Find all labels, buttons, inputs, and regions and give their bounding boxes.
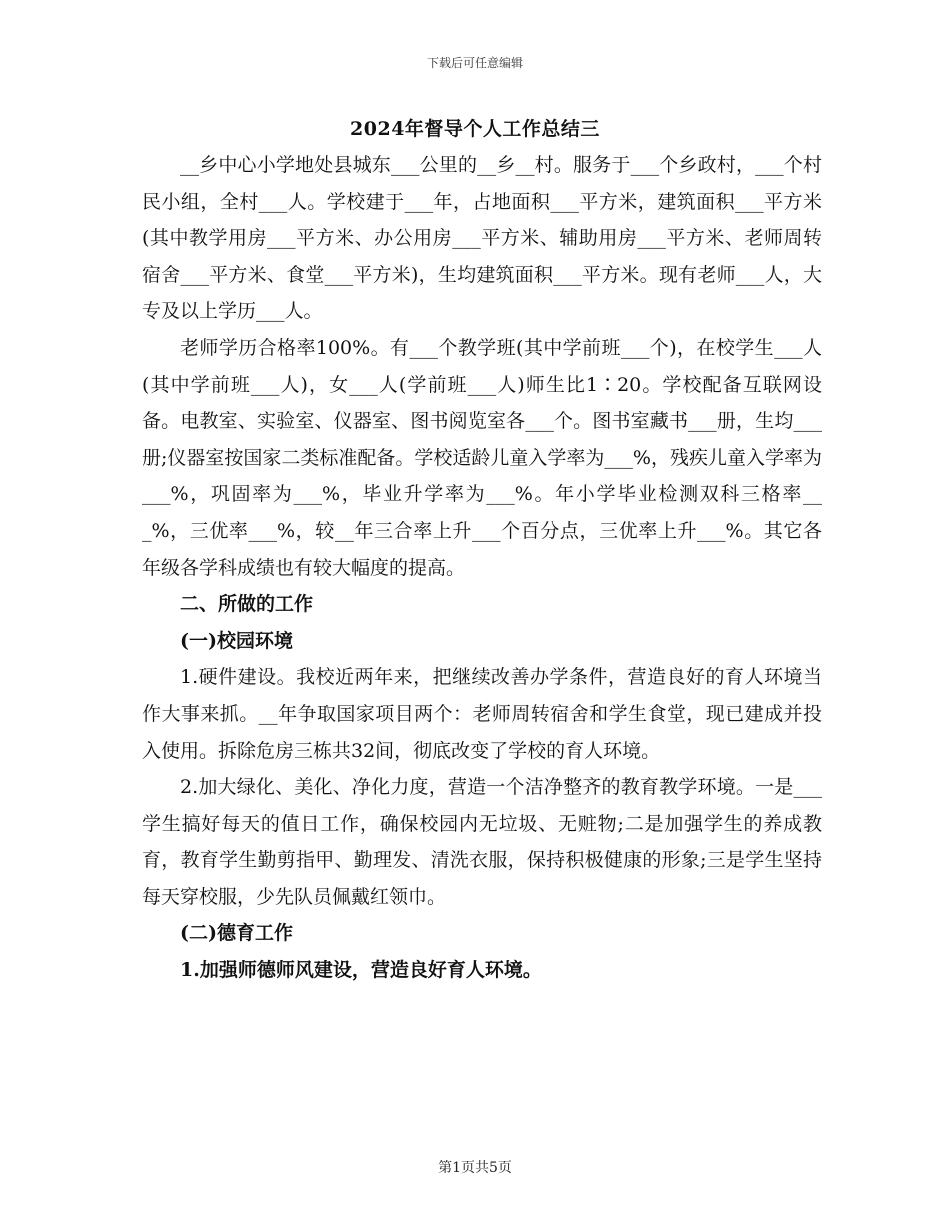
- page-footer: 第1页共5页: [438, 1160, 512, 1176]
- document-body: [142, 147, 822, 989]
- subsection-heading-moral-education: (二)德育工作: [180, 922, 293, 945]
- subsection-heading-campus-environment: (一)校园环境: [180, 629, 293, 652]
- paragraph-greening-beautification: 2.加大绿化、美化、净化力度，营造一个洁净整齐的教育教学环境。一是___学生搞好每天的值日工作，确保校园内无垃圾、无赃物;二是加强学生的养成教育，教育学生勤剪指甲、勤理发、清洗衣服，保持积极健康的形象;三是学生坚持每天穿校服，少先队员佩戴红领巾。: [142, 776, 822, 908]
- paragraph-school-overview: __乡中心小学地处县城东___公里的__乡__村。服务于___个乡政村，___个村民小组，全村___人。学校建于___年，占地面积___平方米，建筑面积___平方米(其中教学用房___平方米、办公用房___平方米、辅助用房___平方米、老师周转宿舍___平方米、食堂___平方米)，生均建筑面积___平方米。现有老师___人，大专及以上学历___人。: [142, 154, 822, 323]
- item-heading-teacher-ethics: 1.加强师德师风建设，营造良好育人环境。: [180, 959, 542, 982]
- paragraph-teacher-statistics: 老师学历合格率100%。有___个教学班(其中学前班___个)，在校学生___人(其中学前班___人)，女___人(学前班___人)师生比1∶20。学校配备互联网设备。电教室、实验室、仪器室、图书阅览室各___个。图书室藏书___册，生均___册;仪器室按国家二类标准配备。学校适龄儿童入学率为___%，残疾儿童入学率为___%，巩固率为___%，毕业升学率为___%。年小学毕业检测双科三格率___%，三优率___%，较__年三合率上升___个百分点，三优率上升___%。其它各年级各学科成绩也有较大幅度的提高。: [142, 336, 822, 579]
- paragraph-hardware-construction: 1.硬件建设。我校近两年来，把继续改善办学条件，营造良好的育人环境当作大事来抓。__年争取国家项目两个：老师周转宿舍和学生食堂，现已建成并投入使用。拆除危房三栋共32间，彻底改变了学校的育人环境。: [142, 666, 822, 762]
- section-heading-work-done: 二、所做的工作: [180, 593, 314, 616]
- header-note: 下载后可任意编辑: [426, 56, 523, 70]
- document-title: 2024年督导个人工作总结三: [350, 118, 600, 140]
